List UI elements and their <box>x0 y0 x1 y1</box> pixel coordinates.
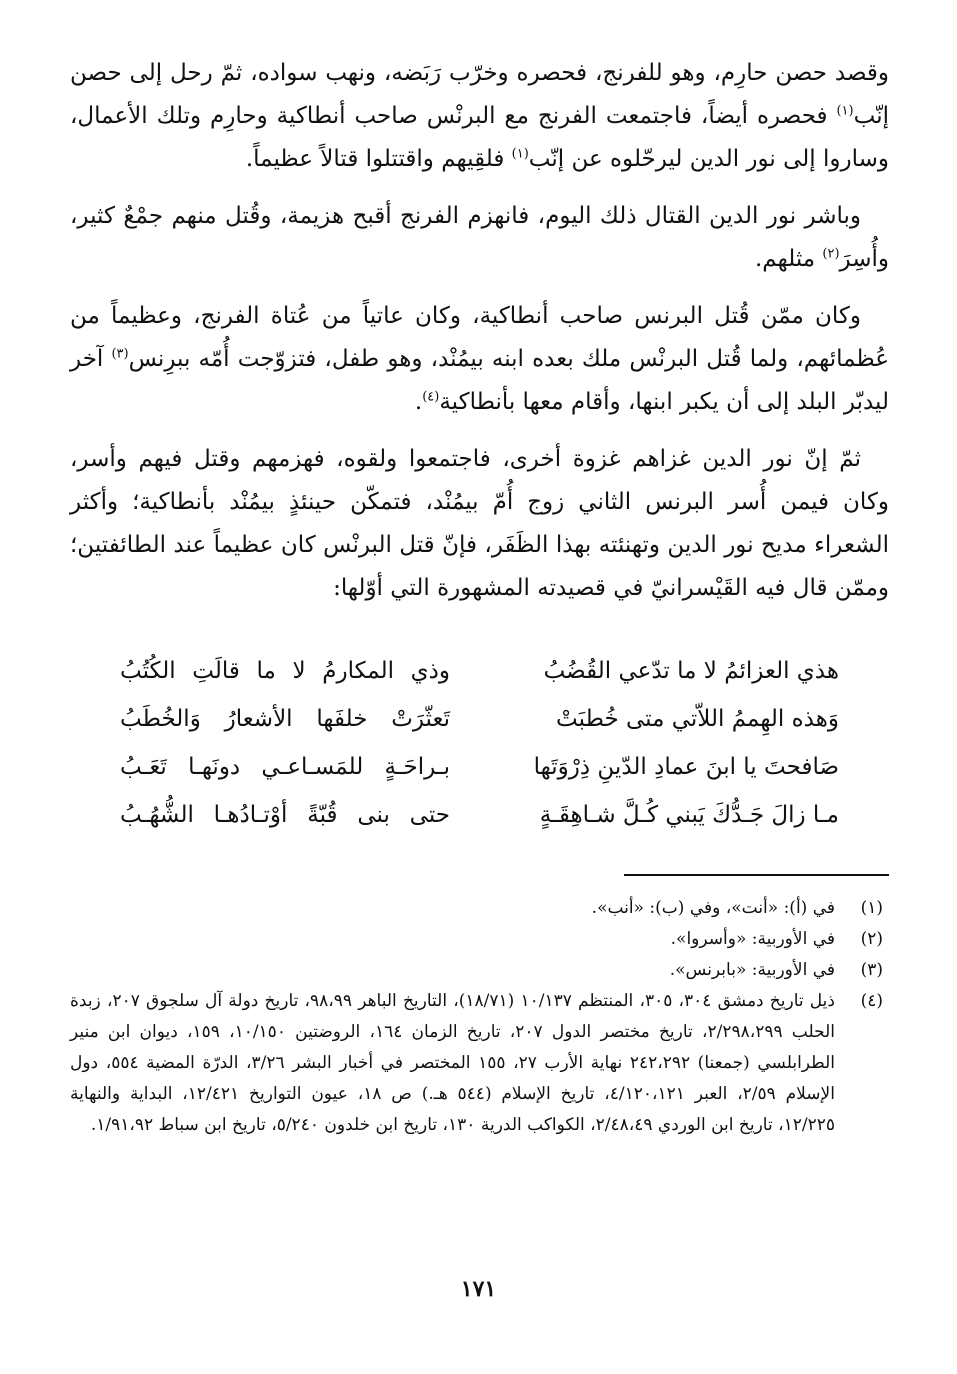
footnote <box>70 893 889 924</box>
footnote-number: (١) <box>860 898 883 918</box>
poem-hemistich-first: هذي العزائمُ لا ما تدّعي القُضُبُ <box>543 658 839 684</box>
poem-verse <box>120 791 839 839</box>
footnotes <box>70 893 889 1141</box>
footnote-text: في (أ): «أنت»، وفي (ب): «أنب». <box>591 898 835 918</box>
poem-verse <box>120 695 839 743</box>
footnote <box>70 955 889 986</box>
footnote-number: (٢) <box>860 929 883 949</box>
poem-hemistich-first: صَافحتَ يا ابنَ عمادِ الدّينِ ذِرْوَتَها <box>533 754 839 780</box>
footnote-text: في الأوربية: «بابرنس». <box>669 960 835 980</box>
paragraph-1-text-b: فحصره أيضاً، فاجتمعت الفرنج مع البرنْس صاحب أنطاكية وحارِم وتلك الأعمال، وساروا إلى نور الدين ليرحّلوه عن إنّب <box>70 103 889 172</box>
footnote-number: (٤) <box>860 991 883 1011</box>
poem-verse <box>120 647 839 695</box>
footnote-ref-3: (٣) <box>111 346 129 362</box>
paragraph-3-text-a: وكان ممّن قُتل البرنس صاحب أنطاكية، وكان عاتياً من عُتاة الفرنج، وعظيماً من عُظمائهم، ولما قُتل البرنْس ملك بعده ابنه بيمُنْد، وهو طفل، فتزوّجت أُمّه ببرِنس <box>70 303 890 372</box>
paragraph-2-text-b: مثلهم. <box>754 246 823 272</box>
footnote-separator <box>624 874 889 876</box>
poem-hemistich-second: وذي المكارمُ لا ما قالَتِ الكُتُبُ <box>120 658 450 684</box>
paragraph-3-text-b: آخر ليدبّر البلد إلى أن يكبر ابنها، وأقام معها بأنطاكية <box>70 346 889 415</box>
footnote <box>70 924 889 955</box>
poem <box>120 647 839 839</box>
main-text <box>70 52 889 624</box>
poem-hemistich-second: بـراحَـةٍ للمَسـاعـي دونَهـا تَعَـبُ <box>120 754 450 780</box>
poem-hemistich-first: وَهذه الهِممُ اللاّتي متى خُطبَتْ <box>556 706 839 732</box>
poem-hemistich-second: تَعثّرَتْ خلفَها الأشعارُ وَالخُطَبُ <box>120 706 450 732</box>
footnote-ref-2: (٢) <box>822 246 840 262</box>
footnote-text: في الأوربية: «وأسروا». <box>670 929 835 949</box>
paragraph-2-text-a: وباشر نور الدين القتال ذلك اليوم، فانهزم الفرنج أقبح هزيمة، وقُتل منهم جمْعٌ كثير، وأُسِرَ <box>70 203 889 272</box>
paragraph-4: ثمّ إنّ نور الدين غزاهم غزوة أخرى، فاجتمعوا ولقوه، فهزمهم وقتل فيهم وأسر، وكان فيمن أُسر البرنس الثاني زوج أُمّ بيمُنْد، فتمكّن حينئذٍ بيمُنْد بأنطاكية؛ وأكثر الشعراء مديح نور الدين وتهنئته بهذا الظَفَر، فإنّ قتل البرنْس كان عظيماً عند الطائفتين؛ وممّن قال فيه القَيْسرانيّ في قصيدته المشهورة التي أوّلها: <box>70 446 889 601</box>
poem-verse <box>120 743 839 791</box>
paragraph-3-text-c: . <box>414 389 423 415</box>
footnote-ref-1b: (١) <box>511 146 529 162</box>
footnote-ref-4: (٤) <box>422 389 440 405</box>
paragraph-1-text-a: وقصد حصن حارِم، وهو للفرنج، فحصره وخرّب رَبَضه، ونهب سواده، ثمّ رحل إلى حصن إنّب <box>70 60 889 129</box>
paragraph-3 <box>70 295 889 424</box>
paragraph-1-text-c: فلقِيهم واقتتلوا قتالاً عظيماً. <box>245 146 512 172</box>
paragraph-2 <box>70 195 889 281</box>
footnote-ref-1: (١) <box>836 103 854 119</box>
page-number: ١٧١ <box>460 1276 497 1302</box>
footnote-text: ذيل تاريخ دمشق ٣٠٤، ٣٠٥، المنتظم ١٠/١٣٧ (١٨/٧١)، التاريخ الباهر ٩٨،٩٩، تاريخ دولة آل سلجوق ٢٠٧، زبدة الحلب ٢/٢٩٨،٢٩٩، تاريخ مختصر الدول ٢٠٧، تاريخ الزمان ١٦٤، الروضتين ١٠/١٥٠، ١٥٩، ديوان ابن منير الطرابلسي (جمعنا) ٢٤٢،٢٩٢ نهاية الأرب ٢٧، ١٥٥ المختصر في أخبار البشر ٣/٢٦، الدرّة المضية ٥٥٤، دول الإسلام ٢/٥٩، العبر ٤/١٢٠،١٢١، تاريخ الإسلام (٥٤٤ هـ.) ص ١٨، عيون التواريخ ١٢/٤٢١، البداية والنهاية ١٢/٢٢٥، تاريخ ابن الوردي ٢/٤٨،٤٩، الكواكب الدرية ١٣٠، تاريخ ابن خلدون ٥/٢٤٠، تاريخ ابن سباط ١/٩١،٩٢. <box>70 991 836 1135</box>
poem-hemistich-first: مـا زالَ جَـدُّكَ يَبني كُـلَّ شـاهِقَـةٍ <box>539 802 839 828</box>
footnote-number: (٣) <box>860 960 883 980</box>
footnote <box>70 986 889 1141</box>
poem-hemistich-second: حتى بنى قُبّةً أوْتـادُهـا الشُّهُـبُ <box>120 802 450 828</box>
paragraph-1 <box>70 52 889 181</box>
